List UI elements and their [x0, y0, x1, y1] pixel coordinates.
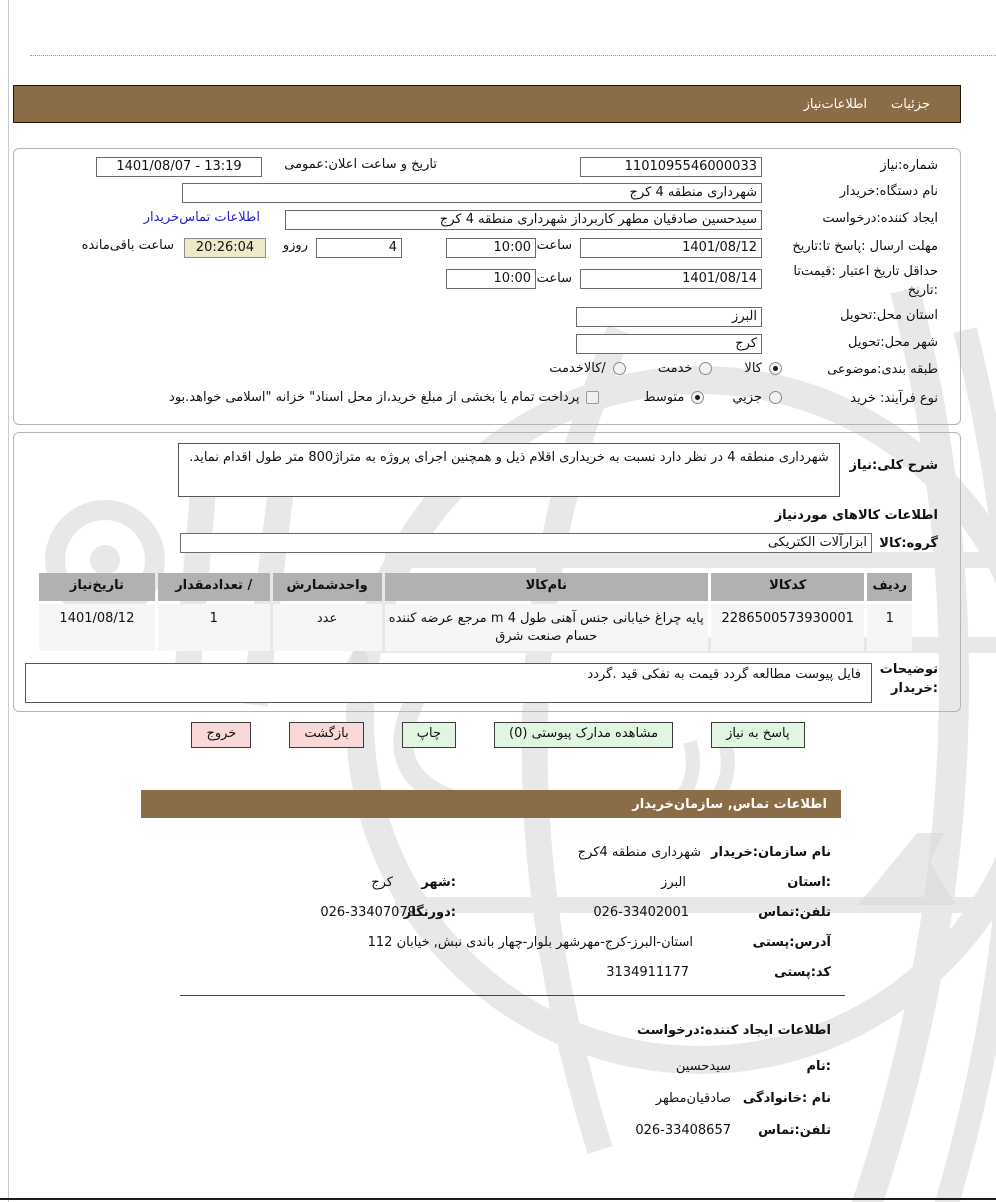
phone-value: 026-33402001 [593, 905, 689, 920]
view-attachments-button[interactable]: مشاهده مدارک پیوستی (0) [494, 722, 673, 748]
process-type-label: نوع فرآیند: خرید [850, 391, 938, 406]
price-validity-label: حداقل تاریخ اعتبار :قیمت‌تا :تاریخ [793, 264, 938, 298]
need-number-row [14, 157, 960, 184]
radio-service-label: خدمت [657, 361, 693, 376]
request-creator-label: ایجاد کننده:درخواست [822, 211, 938, 226]
col-qty: / تعدادمقدار [158, 573, 270, 601]
family-name-label: نام :خانوادگی [742, 1091, 831, 1106]
goods-table-row[interactable] [39, 604, 912, 651]
postal-code-label: کد:پستی [774, 965, 831, 980]
deadline-hour-label: ساعت [536, 238, 572, 253]
buyer-notes-box[interactable]: فایل پیوست مطالعه گردد قیمت به تفکی قید .گردد [25, 663, 872, 703]
price-validity-date-field[interactable]: 1401/08/14 [580, 269, 762, 289]
fax-label: :دورنگار [403, 905, 456, 920]
col-code: کدکالا [711, 573, 864, 601]
col-row: ردیف [867, 573, 912, 601]
radio-goods-label: کالا [744, 361, 762, 376]
reply-deadline-time-field[interactable]: 10:00 [446, 238, 536, 258]
cell-unit: عدد [273, 604, 382, 651]
cell-date: 1401/08/12 [39, 604, 155, 651]
price-validity-row [14, 263, 960, 305]
radio-goods[interactable] [769, 362, 782, 375]
request-creator-field[interactable]: سیدحسین صادقیان مطهر کاربرداز شهرداری منطقه 4 کرج [285, 210, 762, 230]
cell-code: 2286500573930001 [711, 604, 864, 651]
subject-class-row [14, 361, 960, 388]
treasury-checkbox[interactable] [586, 391, 599, 404]
cell-row: 1 [867, 604, 912, 651]
buyer-contact-link[interactable]: اطلاعات تماس‌خریدار [143, 210, 260, 225]
postal-address-value: استان-البرز-کرج-مهرشهر بلوار-چهار باندی نبش, خیابان 112 [367, 935, 693, 950]
province-label: :استان [787, 875, 831, 890]
window-left-edge [8, 0, 9, 1202]
price-validity-time-field[interactable]: 10:00 [446, 269, 536, 289]
tab-details[interactable]: جزئیات [891, 96, 930, 112]
buyer-org-row [14, 183, 960, 210]
goods-group-label: گروه:کالا [879, 536, 938, 551]
tab-bar [13, 85, 961, 123]
fax-value: 026-33407079 [320, 905, 416, 920]
reply-deadline-date-field[interactable]: 1401/08/12 [580, 238, 762, 258]
radio-goods-service-label: /کالاخدمت [549, 361, 606, 376]
family-name-value: صادقیان‌مطهر [655, 1091, 731, 1106]
radio-goods-service[interactable] [613, 362, 626, 375]
remaining-countdown: 20:26:04 [184, 238, 266, 258]
days-label: روزو [282, 238, 308, 253]
buyer-notes-label: توضیحات :خریدار [879, 662, 938, 696]
phone-label: تلفن:تماس [758, 905, 831, 920]
reply-deadline-row [14, 238, 960, 265]
cell-qty: 1 [158, 604, 270, 651]
goods-table [39, 573, 912, 651]
postal-address-label: آدرس:پستی [752, 935, 831, 950]
announce-datetime-field[interactable]: 1401/08/07 - 13:19 [96, 157, 262, 177]
postal-code-value: 3134911177 [606, 965, 689, 980]
action-buttons [0, 722, 996, 748]
cell-name: پایه چراغ خیابانی جنس آهنی طول 4 m مرجع عرضه کننده حسام صنعت شرق [385, 604, 709, 651]
section-divider [180, 995, 845, 996]
delivery-city-field[interactable]: کرج [576, 334, 762, 354]
col-unit: واحدشمارش [273, 573, 382, 601]
days-field[interactable]: 4 [316, 238, 402, 258]
delivery-city-row [14, 334, 960, 361]
bottom-window-edge [0, 1198, 996, 1200]
radio-minor[interactable] [769, 391, 782, 404]
delivery-province-label: استان محل:تحویل [840, 308, 938, 323]
validity-hour-label: ساعت [536, 271, 572, 286]
need-description-box[interactable]: شهرداری منطقه 4 در نظر دارد نسبت به خریداری اقلام ذیل و همچنین اجرای پروژه به متراژ800 متر طول اقدام نماید. [178, 443, 840, 497]
contact-section-header [141, 790, 841, 818]
org-name-label: نام سازمان:خریدار [711, 845, 831, 860]
reply-to-need-button[interactable]: پاسخ به نیاز [711, 722, 805, 748]
exit-button[interactable]: خروج [191, 722, 251, 748]
creator-phone-label: تلفن:تماس [758, 1123, 831, 1138]
announce-datetime-label: تاریخ و ساعت اعلان:عمومی [284, 157, 437, 172]
delivery-city-label: شهر محل:تحویل [848, 335, 938, 350]
creator-section-header: اطلاعات ایجاد کننده:درخواست [637, 1023, 831, 1038]
top-dotted-divider [30, 55, 996, 56]
contact-section-title: اطلاعات تماس, سازمان‌خریدار [632, 796, 827, 812]
col-name: نام‌کالا [385, 573, 709, 601]
radio-medium-label: متوسط [643, 390, 685, 405]
buyer-org-field[interactable]: شهرداری منطقه 4 کرج [182, 183, 762, 203]
creator-phone-value: 026-33408657 [635, 1123, 731, 1138]
creator-info-block [141, 1015, 841, 1155]
process-type-row [14, 390, 960, 417]
radio-service[interactable] [699, 362, 712, 375]
province-value: البرز [661, 875, 686, 890]
delivery-province-row [14, 307, 960, 334]
back-button[interactable]: بازگشت [289, 722, 363, 748]
city-label: :شهر [421, 875, 456, 890]
goods-section-header: اطلاعات کالاهای موردنیاز [774, 508, 938, 523]
first-name-label: :نام [806, 1059, 831, 1074]
radio-medium[interactable] [691, 391, 704, 404]
need-description-label: شرح کلی:نیاز [849, 458, 938, 473]
subject-class-label: طبقه بندی:موضوعی [827, 362, 938, 377]
need-summary-panel [13, 148, 961, 425]
delivery-province-field[interactable]: البرز [576, 307, 762, 327]
need-number-label: شماره:نیاز [880, 158, 938, 173]
reply-deadline-label: مهلت ارسال :پاسخ تا:تاریخ [792, 239, 938, 254]
goods-group-field[interactable]: ابزارآلات الکتریکی [180, 533, 872, 553]
city-value: کرج [371, 875, 393, 890]
print-button[interactable]: چاپ [402, 722, 456, 748]
buyer-org-label: نام دستگاه:خریدار [839, 184, 938, 199]
first-name-value: سیدحسین [675, 1059, 731, 1074]
need-number-field[interactable]: 1101095546000033 [580, 157, 762, 177]
remaining-hours-label: ساعت باقی‌مانده [81, 238, 174, 253]
goods-table-header [39, 573, 912, 601]
contact-info-block [141, 840, 841, 1000]
treasury-note: پرداخت تمام یا بخشی از مبلغ خرید،از محل اسناد" خزانه "اسلامی خواهد.بود [169, 390, 580, 405]
goods-panel [13, 432, 961, 712]
request-creator-row [14, 210, 960, 237]
col-date: تاریخ‌نیاز [39, 573, 155, 601]
radio-minor-label: جزیي [732, 390, 762, 405]
org-name-value: شهرداری منطقه 4کرج [577, 845, 701, 860]
tab-need-info[interactable]: اطلاعات‌نیاز [803, 96, 868, 112]
